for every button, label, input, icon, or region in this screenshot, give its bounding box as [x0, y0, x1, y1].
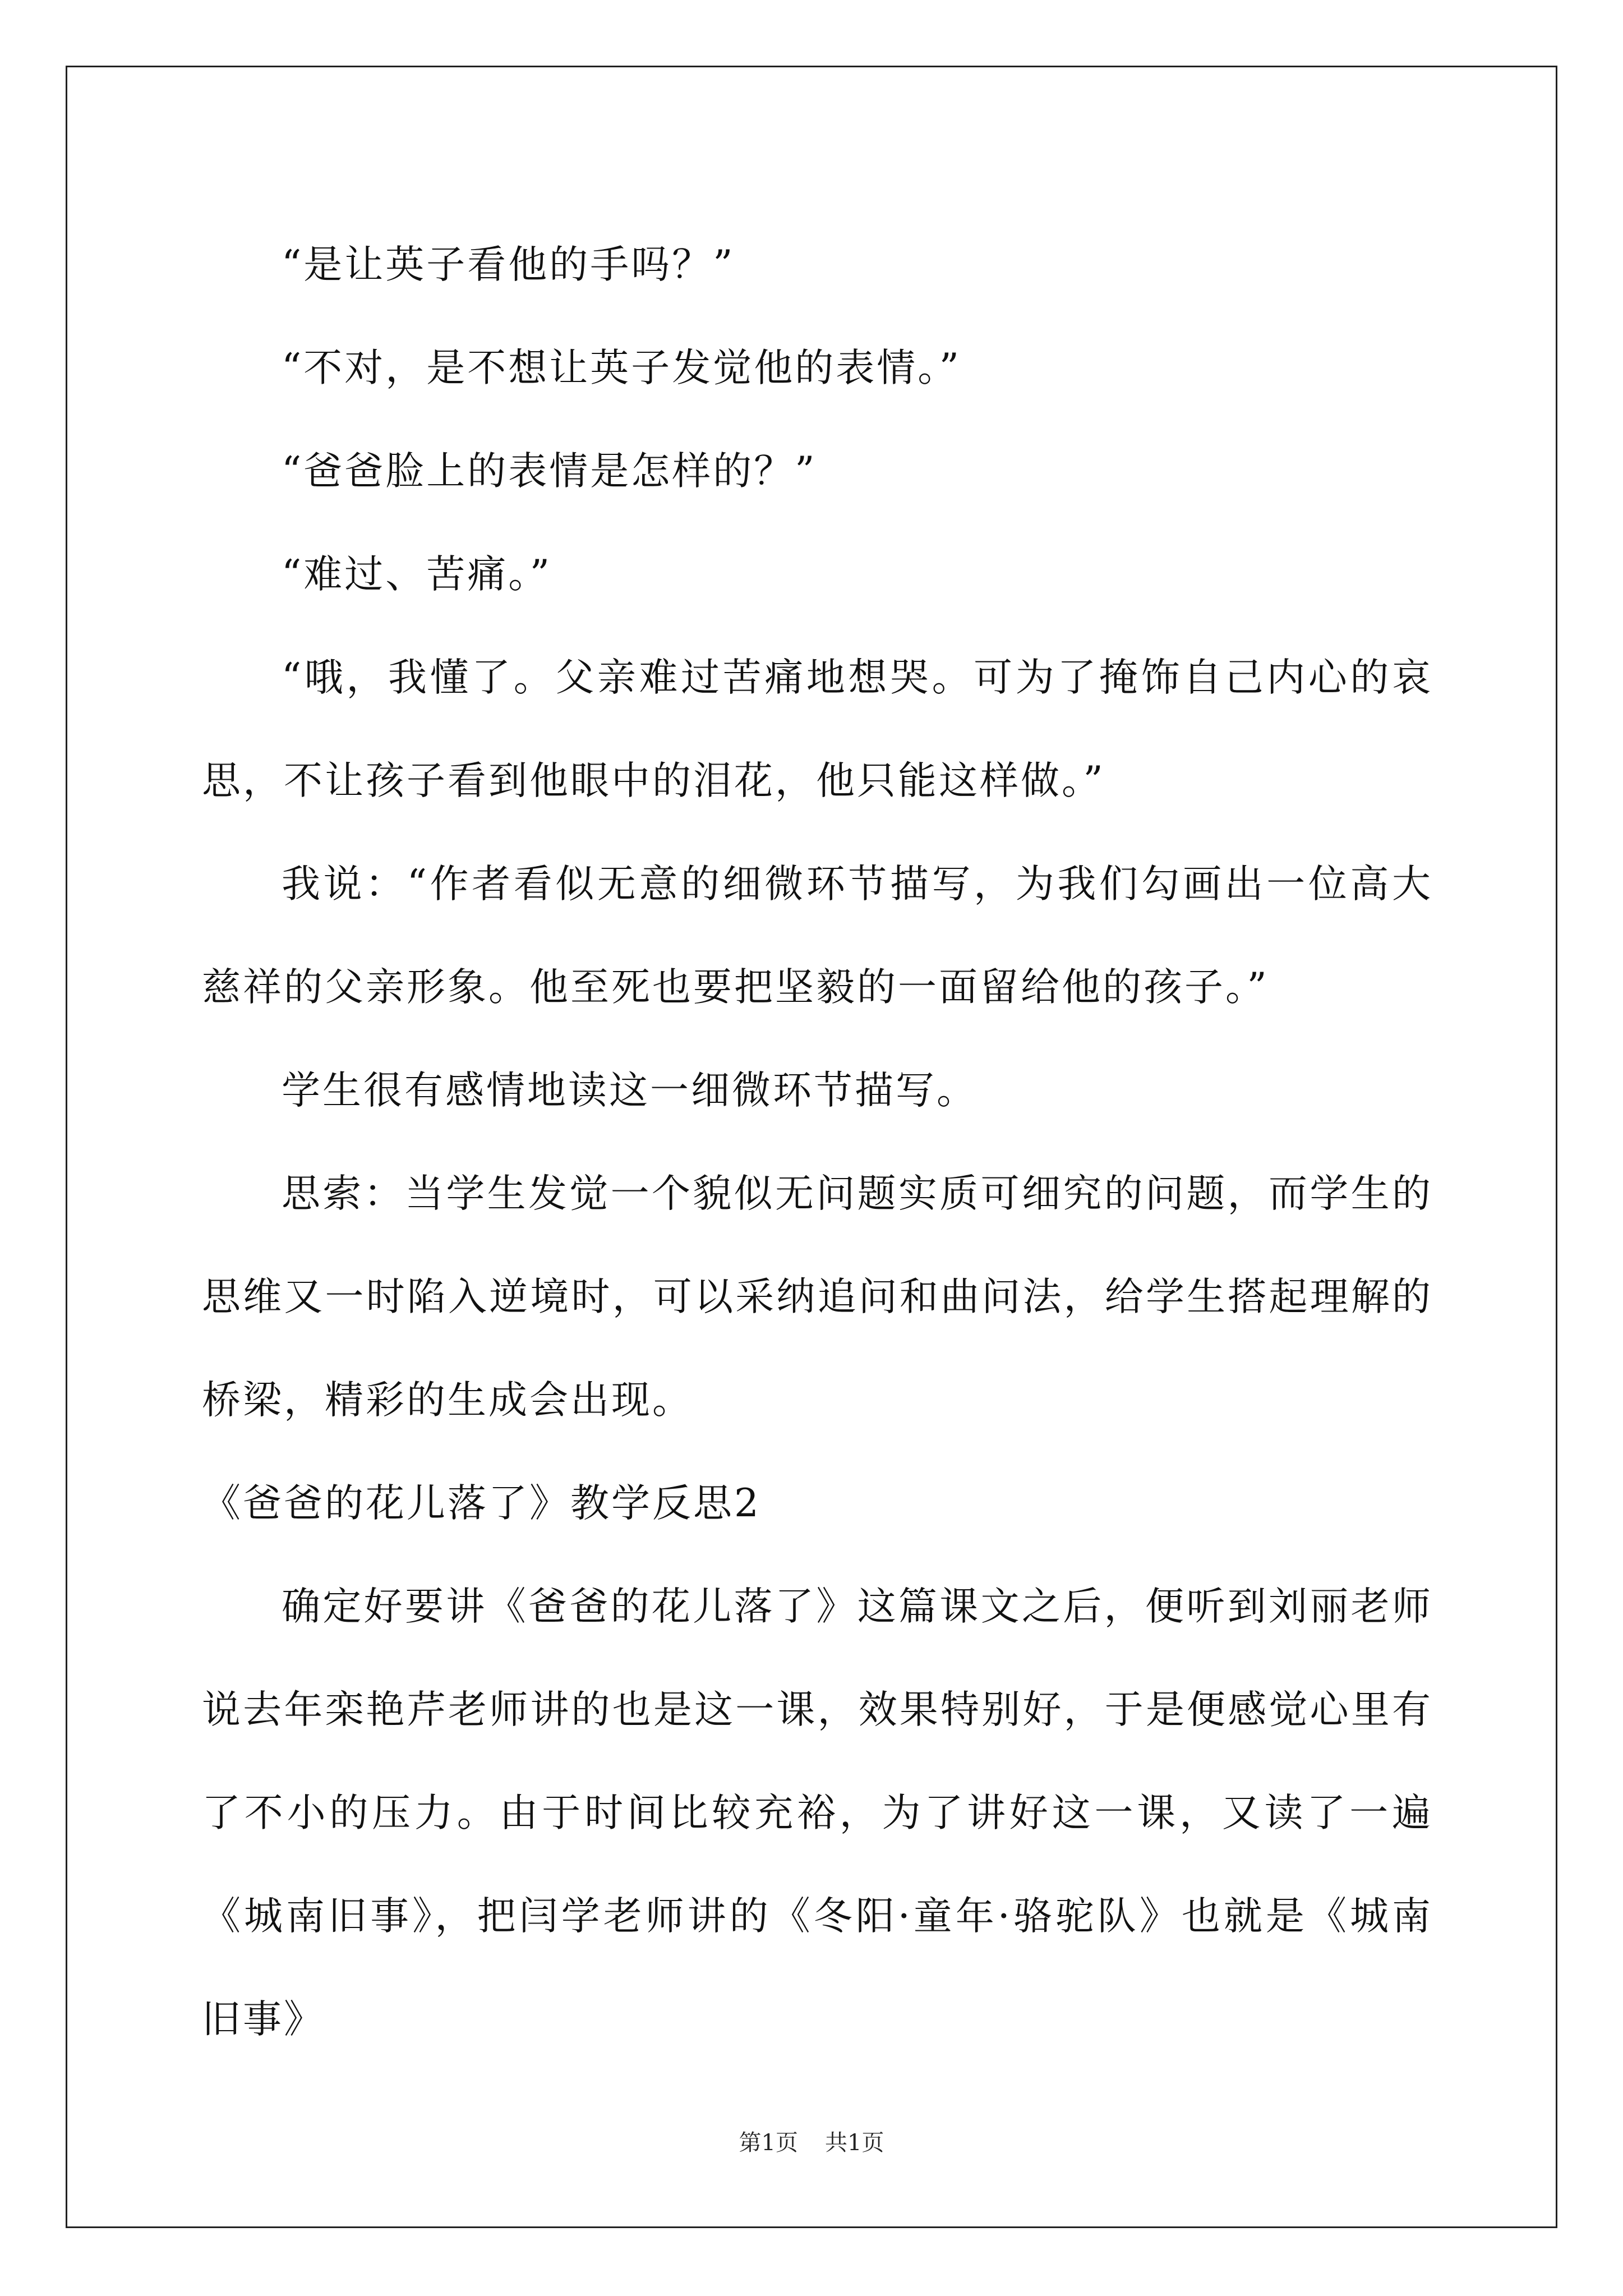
page-total: 共1页 [825, 2130, 884, 2156]
page-number: 第1页 [739, 2130, 798, 2156]
document-body [202, 213, 1433, 2071]
paragraph: “是让英子看他的手吗？” [282, 242, 735, 287]
paragraph: 学生很有感情地读这一细微环节描写。 [282, 1068, 978, 1113]
paragraph: 确定好要讲《爸爸的花儿落了》这篇课文之后，便听到刘丽老师说去年栾艳芹老师讲的也是这一课，效果特别好，于是便感觉心里有了不小的压力。由于时间比较充裕，为了讲好这一课，又读了一遍《城南旧事》，把闫学老师讲的《冬阳·童年·骆驼队》也就是《城南旧事》 [202, 1584, 1433, 2042]
paragraph: “爸爸脸上的表情是怎样的？” [282, 449, 817, 494]
section-title: 《爸爸的花儿落了》教学反思2 [202, 1481, 761, 1526]
page-footer [0, 2125, 1623, 2157]
paragraph: “难过、苦痛。” [282, 552, 552, 597]
paragraph: “不对，是不想让英子发觉他的表情。” [282, 346, 962, 390]
paragraph: 思索：当学生发觉一个貌似无问题实质可细究的问题，而学生的思维又一时陷入逆境时，可以采纳追问和曲问法，给学生搭起理解的桥梁，精彩的生成会出现。 [202, 1171, 1433, 1423]
paragraph: 我说：“作者看似无意的细微环节描写，为我们勾画出一位高大慈祥的父亲形象。他至死也要把坚毅的一面留给他的孩子。” [202, 862, 1433, 1010]
paragraph: “哦，我懂了。父亲难过苦痛地想哭。可为了掩饰自己内心的哀思，不让孩子看到他眼中的泪花，他只能这样做。” [202, 655, 1433, 803]
